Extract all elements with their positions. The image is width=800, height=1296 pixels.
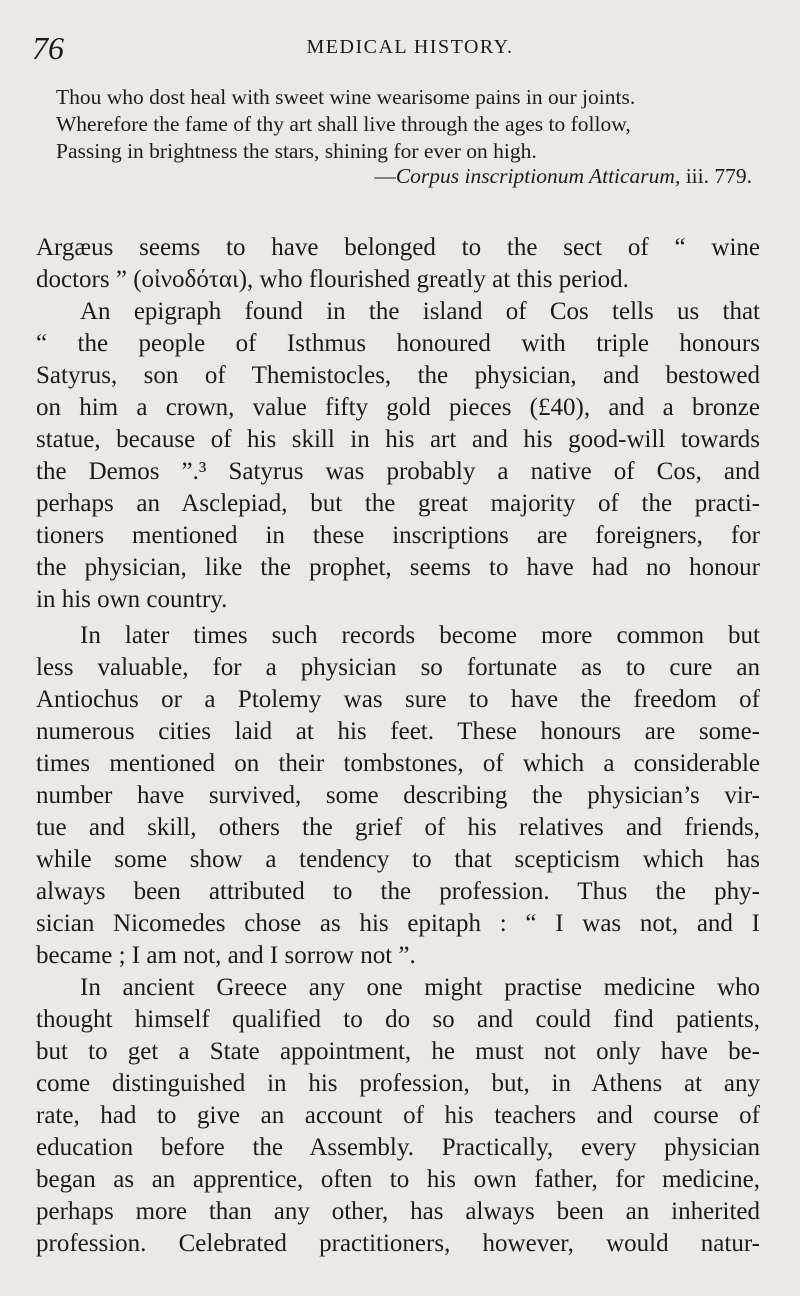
text-line: An epigraph found in the island of Cos tells us that <box>80 298 760 325</box>
page-number: 76 <box>32 30 64 66</box>
text-line: education before the Assembly. Practically, every physician <box>36 1134 760 1161</box>
paragraph-ancient-greece <box>36 972 760 1260</box>
paragraph-wine-doctors <box>36 232 760 296</box>
running-head: MEDICAL HISTORY. <box>306 36 514 58</box>
text-line: “ the people of Isthmus honoured with triple honours <box>36 330 760 357</box>
text-line: became ; I am not, and I sorrow not ”. <box>36 942 416 969</box>
text-line: perhaps more than any other, has always been an inherited <box>36 1198 760 1225</box>
text-line: tue and skill, others the grief of his relatives and friends, <box>36 814 760 841</box>
text-line: while some show a tendency to that scepticism which has <box>36 846 760 873</box>
text-line: statue, because of his skill in his art and his good-will towards <box>36 426 760 453</box>
text-line: In ancient Greece any one might practise medicine who <box>80 974 760 1001</box>
text-line: tioners mentioned in these inscriptions are foreigners, for <box>36 522 760 549</box>
text-line: profession. Celebrated practitioners, however, would natur- <box>36 1230 760 1257</box>
text-line: come distinguished in his profession, but, in Athens at any <box>36 1070 760 1097</box>
verse-line: Passing in brightness the stars, shining for ever on high. <box>56 139 537 163</box>
paragraph-later-records <box>36 620 760 972</box>
text-line: the physician, like the prophet, seems to have had no honour <box>36 554 760 581</box>
text-line: less valuable, for a physician so fortunate as to cure an <box>36 654 760 681</box>
text-line: numerous cities laid at his feet. These honours are some- <box>36 718 760 745</box>
text-line: sician Nicomedes chose as his epitaph : “ I was not, and I <box>36 910 760 937</box>
epigraph-verse <box>56 84 756 165</box>
citation-source: Corpus inscriptionum Atticarum <box>395 164 675 188</box>
text-line: but to get a State appointment, he must not only have be- <box>36 1038 760 1065</box>
text-line: Argæus seems to have belonged to the sect of “ wine <box>36 234 760 261</box>
paragraph-cos-epigraph <box>36 296 760 616</box>
text-line: on him a crown, value fifty gold pieces (£40), and a bronze <box>36 394 760 421</box>
verse-line: Wherefore the fame of thy art shall live through the ages to follow, <box>56 112 631 136</box>
text-line: the Demos ”.³ Satyrus was probably a native of Cos, and <box>36 458 760 485</box>
text-line: in his own country. <box>36 586 228 613</box>
text-line: thought himself qualified to do so and could find patients, <box>36 1006 760 1033</box>
text-line: number have survived, some describing the physician’s vir- <box>36 782 760 809</box>
citation-reference: , iii. 779. <box>674 164 752 188</box>
text-line: perhaps an Asclepiad, but the great majority of the practi- <box>36 490 760 517</box>
text-line: always been attributed to the profession. Thus the phy- <box>36 878 760 905</box>
text-line: Antiochus or a Ptolemy was sure to have the freedom of <box>36 686 760 713</box>
text-line: began as an apprentice, often to his own father, for medicine, <box>36 1166 760 1193</box>
text-line: Satyrus, son of Themistocles, the physician, and bestowed <box>36 362 760 389</box>
text-line: rate, had to give an account of his teachers and course of <box>36 1102 760 1129</box>
text-line: times mentioned on their tombstones, of which a considerable <box>36 750 760 777</box>
text-line: In later times such records become more common but <box>80 622 760 649</box>
citation-dash: — <box>374 164 396 188</box>
verse-line: Thou who dost heal with sweet wine wearisome pains in our joints. <box>56 85 636 109</box>
text-line: doctors ” (οἰνοδόται), who flourished greatly at this period. <box>36 266 629 293</box>
epigraph-citation <box>56 163 752 190</box>
